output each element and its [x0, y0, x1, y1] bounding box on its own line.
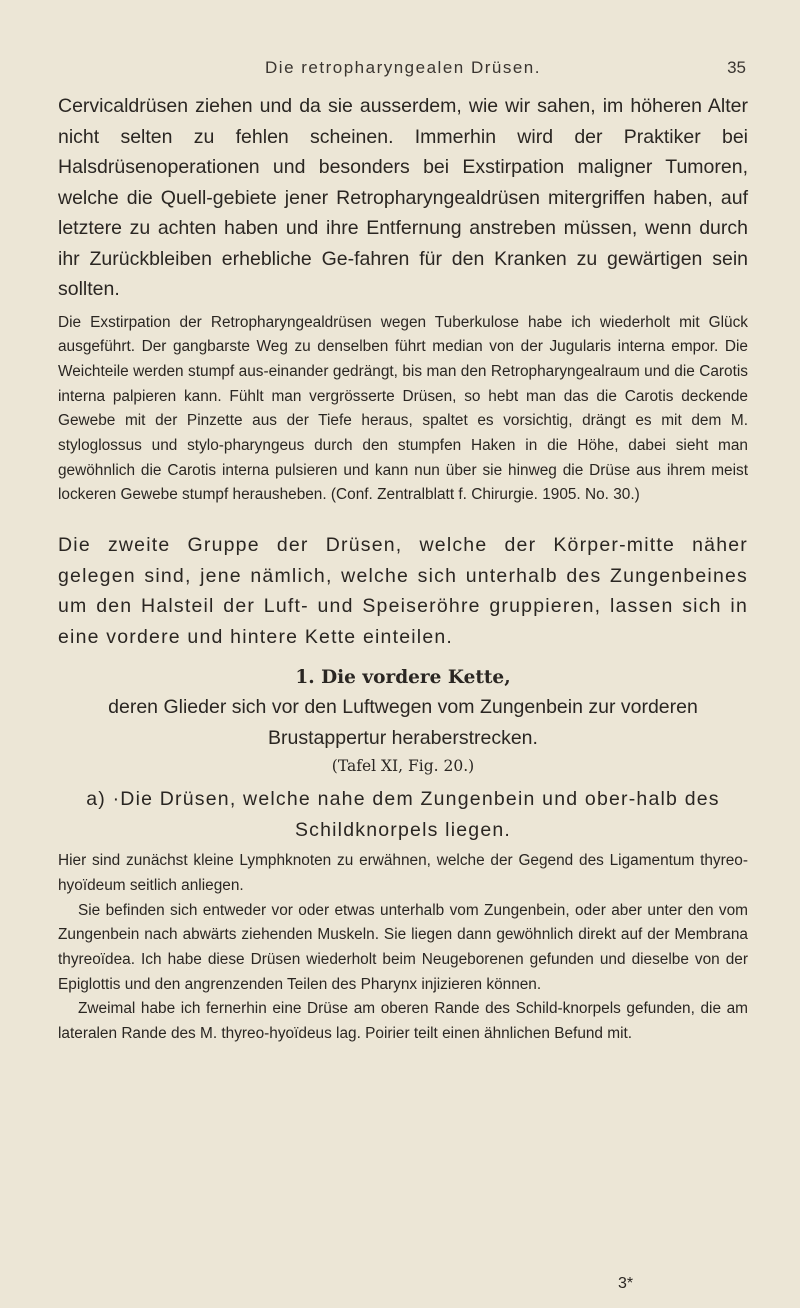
signature-mark: 3*	[618, 1275, 634, 1292]
subsection-heading-a: a) ·Die Drüsen, welche nahe dem Zungenbein und ober-halb des Schildknorpels liegen.	[86, 788, 720, 841]
running-title: Die retropharyngealen Drüsen.	[265, 58, 541, 77]
subsection-a-paragraph: Zweimal habe ich fernerhin eine Drüse am oberen Rande des Schild-knorpels gefunden, die am lateralen Rande des M. thyreo-hyoïdeus lag. Poirier teilt einen ähnlichen Befund mit.	[58, 1000, 748, 1043]
subsection-a-text	[58, 849, 748, 1047]
figure-reference: (Tafel XI, Fig. 20.)	[331, 757, 475, 776]
page-number: 35	[727, 58, 746, 77]
page-header	[58, 58, 748, 82]
paragraph-zweite-gruppe: Die zweite Gruppe der Drüsen, welche der Körper-mitte näher gelegen sind, jene nämlich, welche sich unterhalb des Zungenbeines um den Halsteil der Luft- und Speiseröhre gruppieren, lassen sich in eine vordere und hintere Kette einteilen.	[58, 534, 748, 648]
section-subheading-vordere-kette: deren Glieder sich vor den Luftwegen vom Zungenbein zur vorderen Brustappertur heraberstrecken.	[108, 696, 698, 749]
subsection-a-paragraph: Hier sind zunächst kleine Lymphknoten zu erwähnen, welche der Gegend des Ligamentum thyreo-hyoïdeum seitlich anliegen.	[58, 852, 748, 894]
subsection-a-paragraph: Sie befinden sich entweder vor oder etwas unterhalb vom Zungenbein, oder aber unter den vom Zungenbein nach abwärts ziehenden Muskeln. Sie liegen dann gewöhnlich direkt auf der Membrana thyreoïdea. Ich habe diese Drüsen wiederholt beim Neugeborenen gefunden und dieselbe von der Epiglottis und den angrenzenden Teilen des Pharynx injizieren können.	[58, 901, 748, 993]
paragraph-cervicaldruesen: Cervicaldrüsen ziehen und da sie ausserdem, wie wir sahen, im höheren Alter nicht selten zu fehlen scheinen. Immerhin wird der Praktiker bei Halsdrüsenoperationen und besonders bei Exstirpation maligner Tumoren, welche die Quell-gebiete jener Retropharyngealdrüsen mitergriffen haben, auf letztere zu achten haben und ihre Entfernung anstreben müssen, wenn durch ihr Zurückbleiben erhebliche Ge-fahren für den Kranken zu gewärtigen sein sollten.	[58, 95, 748, 300]
book-page	[58, 0, 748, 1308]
section-heading-vordere-kette: 1. Die vordere Kette,	[295, 667, 511, 689]
body-text	[58, 91, 748, 1047]
paragraph-exstirpation-note: Die Exstirpation der Retropharyngealdrüsen wegen Tuberkulose habe ich wiederholt mit Glück ausgeführt. Der gangbarste Weg zu denselben führt median von der Jugularis interna empor. Die Weichteile werden stumpf aus-einander gedrängt, bis man den Retropharyngealraum und die Carotis interna palpieren kann. Fühlt man vergrösserte Drüsen, so hebt man das die Carotis deckende Gewebe mit der Pinzette aus der Tiefe heraus, spaltet es vorsichtig, drängt es mit dem M. styloglossus und stylo-pharyngeus durch den stumpfen Haken in die Höhe, dabei sieht man gewöhnlich die Carotis interna pulsieren und kann nun über sie hinweg die Drüse aus ihrem meist lockeren Gewebe stumpf herausheben. (Conf. Zentralblatt f. Chirurgie. 1905. No. 30.)	[58, 313, 748, 504]
